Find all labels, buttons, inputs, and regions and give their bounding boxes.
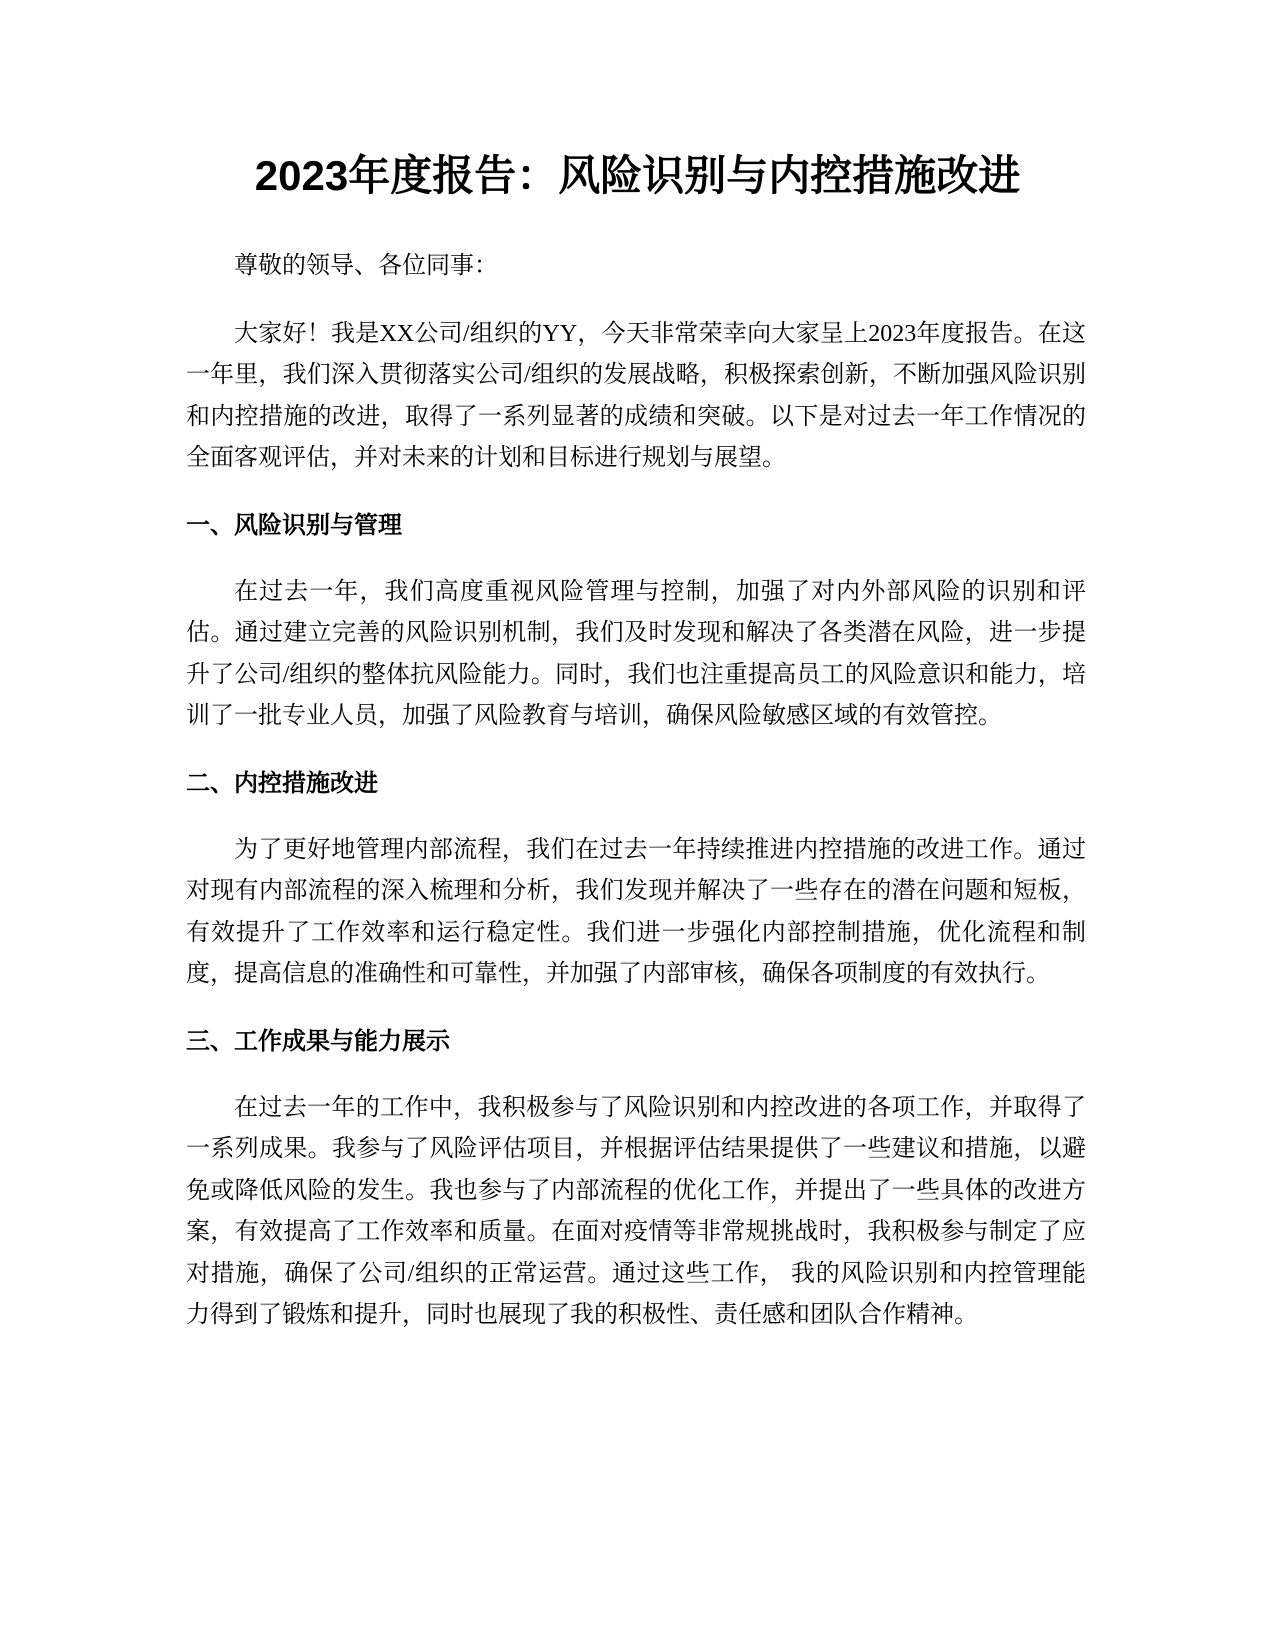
intro-paragraph: 大家好！我是XX公司/组织的YY，今天非常荣幸向大家呈上2023年度报告。在这一年里，我们深入贯彻落实公司/组织的发展战略，积极探索创新，不断加强风险识别和内控措施的改进，取得了一系列显著的成绩和突破。以下是对过去一年工作情况的全面客观评估，并对未来的计划和目标进行规划与展望。 [186, 320, 1086, 471]
document-title: 2023年度报告：风险识别与内控措施改进 [254, 152, 1021, 199]
section-heading-internal-control: 二、内控措施改进 [186, 769, 378, 797]
section-heading-achievements: 三、工作成果与能力展示 [186, 1027, 450, 1055]
section-heading-risk-identification: 一、风险识别与管理 [186, 511, 402, 539]
salutation: 尊敬的领导、各位同事： [234, 253, 498, 279]
section-body-achievements: 在过去一年的工作中，我积极参与了风险识别和内控改进的各项工作，并取得了一系列成果。我参与了风险评估项目，并根据评估结果提供了一些建议和措施，以避免或降低风险的发生。我也参与了内部流程的优化工作，并提出了一些具体的改进方案，有效提高了工作效率和质量。在面对疫情等非常规挑战时，我积极参与制定了应对措施，确保了公司/组织的正常运营。通过这些工作， 我的风险识别和内控管理能力得到了锻炼和提升，同时也展现了我的积极性、责任感和团队合作精神。 [186, 1094, 1086, 1328]
document-body [186, 246, 1086, 1365]
section-body-risk-identification: 在过去一年，我们高度重视风险管理与控制，加强了对内外部风险的识别和评估。通过建立完善的风险识别机制，我们及时发现和解决了各类潜在风险，进一步提升了公司/组织的整体抗风险能力。同时，我们也注重提高员工的风险意识和能力，培训了一批专业人员，加强了风险教育与培训，确保风险敏感区域的有效管控。 [186, 578, 1086, 729]
section-body-internal-control: 为了更好地管理内部流程，我们在过去一年持续推进内控措施的改进工作。通过对现有内部流程的深入梳理和分析，我们发现并解决了一些存在的潜在问题和短板，有效提升了工作效率和运行稳定性。我们进一步强化内部控制措施，优化流程和制度，提高信息的准确性和可靠性，并加强了内部审核，确保各项制度的有效执行。 [186, 836, 1086, 987]
